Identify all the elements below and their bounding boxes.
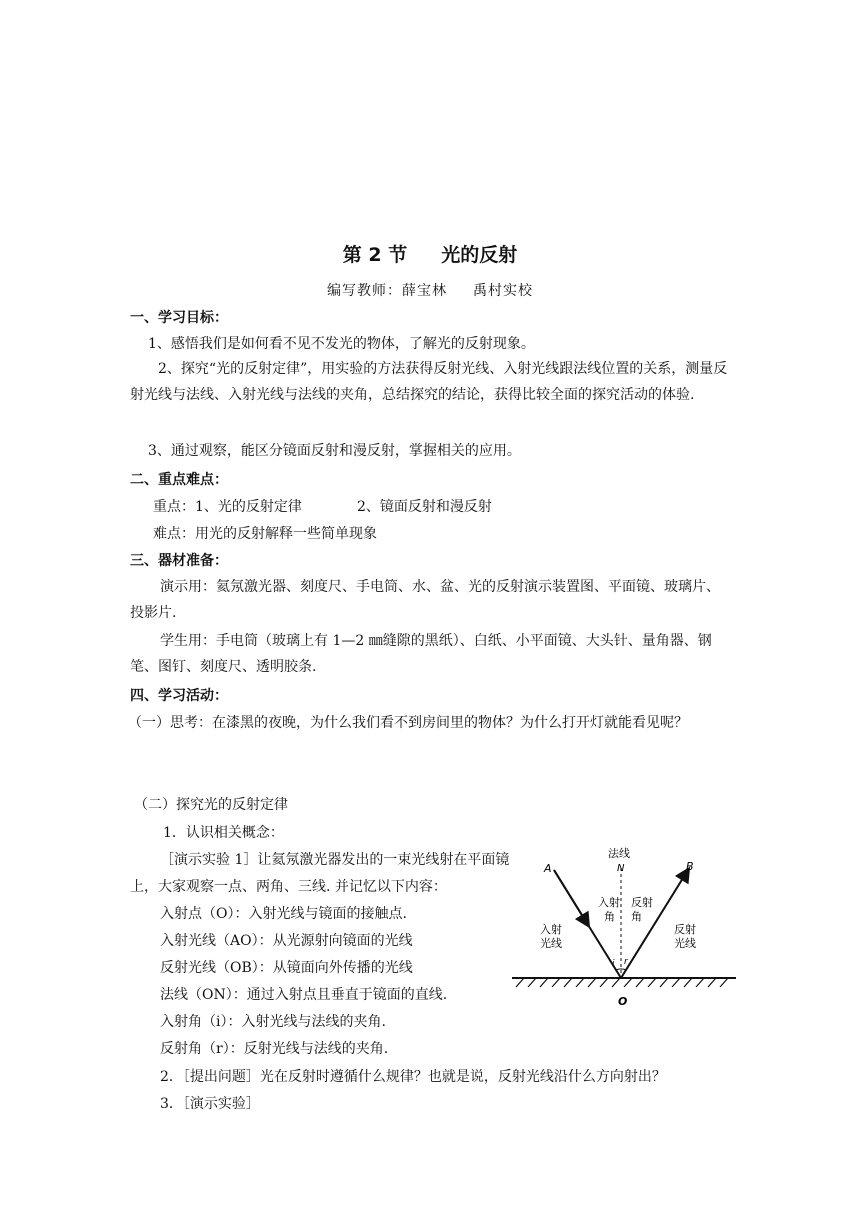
demo-experiment-line2: 上，大家观察一点、两角、三线. 并记忆以下内容： [130,879,447,895]
label-N: N [617,863,625,874]
materials-demo: 演示用：氦氖激光器、刻度尺、手电筒、水、盆、光的反射演示装置图、平面镜、玻璃片、投影片. [130,579,720,621]
heading-materials: 三、器材准备： [130,553,228,569]
goal-3: 3、通过观察，能区分镜面反射和漫反射，掌握相关的应用。 [148,443,521,459]
def-normal: 法线（ON）：通过入射点且垂直于镜面的直线. [160,987,448,1003]
def-reflect-angle: 反射角（r）：反射光线与法线的夹角. [160,1041,389,1057]
label-reflect-angle-2: 角 [631,910,642,923]
label-incident-ray-2: 光线 [540,937,562,950]
reflection-diagram [508,840,740,1015]
mirror-hatching [516,978,728,987]
goal-2: 2、探究“光的反射定律”，用实验的方法获得反射光线、入射光线跟法线位置的关系，测量反射光线与法线、入射光线与法线的夹角，总结探究的结论，获得比较全面的探究活动的体验. [130,361,728,403]
author-line [0,280,860,300]
reflect-angle-arc [621,969,626,970]
def-reflected-ray: 反射光线（OB）：从镜面向外传播的光线 [160,960,413,976]
author-school: 禹村实校 [473,283,533,299]
label-r: r [624,957,628,967]
def-incidence-point: 入射点（O）：入射光线与镜面的接触点. [160,906,407,922]
incident-ray-arrow [554,870,588,925]
label-incident-angle-1: 入射 [598,896,620,909]
question-line: 2．［提出问题］光在反射时遵循什么规律？也就是说，反射光线沿什么方向射出？ [160,1069,666,1085]
demo-experiment-line1: ［演示实验 1］让氦氖激光器发出的一束光线射在平面镜 [160,852,510,868]
label-reflect-ray-1: 反射 [674,923,696,936]
goal-1: 1、感悟我们是如何看不见不发光的物体，了解光的反射现象。 [148,336,535,352]
incident-angle-arc [616,969,621,970]
heading-activities: 四、学习活动： [130,688,228,704]
key-point-a: 重点：1、光的反射定律 [153,499,302,515]
label-O: O [618,995,628,1008]
def-incident-angle: 入射角（i）：入射光线与法线的夹角. [160,1014,386,1030]
label-B: B [686,860,694,873]
demo-experiment-3: 3．［演示实验］ [160,1096,260,1112]
label-A: A [544,862,552,875]
page-title [0,240,860,267]
title-topic: 光的反射 [441,244,518,266]
def-incident-ray: 入射光线（AO）：从光源射向镜面的光线 [160,933,413,949]
heading-learning-goals: 一、学习目标： [130,310,228,326]
label-incident-ray-1: 入射 [540,923,562,936]
activity-think: （一）思考：在漆黑的夜晚，为什么我们看不到房间里的物体？为什么打开灯就能看见呢？ [128,715,688,731]
label-reflect-angle-1: 反射 [631,896,653,909]
activity-explore: （二）探究光的反射定律 [134,797,288,813]
label-i: i [612,959,615,969]
author-teacher: 编写教师：薛宝林 [327,283,447,299]
difficult-point: 难点：用光的反射解释一些简单现象 [153,526,377,542]
label-reflect-ray-2: 光线 [674,937,696,950]
key-point-b: 2、镜面反射和漫反射 [357,499,492,515]
concept-heading: 1．认识相关概念： [163,825,284,841]
heading-key-points: 二、重点难点： [130,472,228,488]
materials-student: 学生用：手电筒（玻璃上有 1—2 ㎜缝隙的黑纸）、白纸、小平面镜、大头针、量角器、钢笔、图钉、刻度尺、透明胶条. [130,633,712,675]
label-incident-angle-2: 角 [604,910,615,923]
title-section-number: 第 2 节 [342,244,408,266]
label-normal: 法线 [608,847,630,860]
